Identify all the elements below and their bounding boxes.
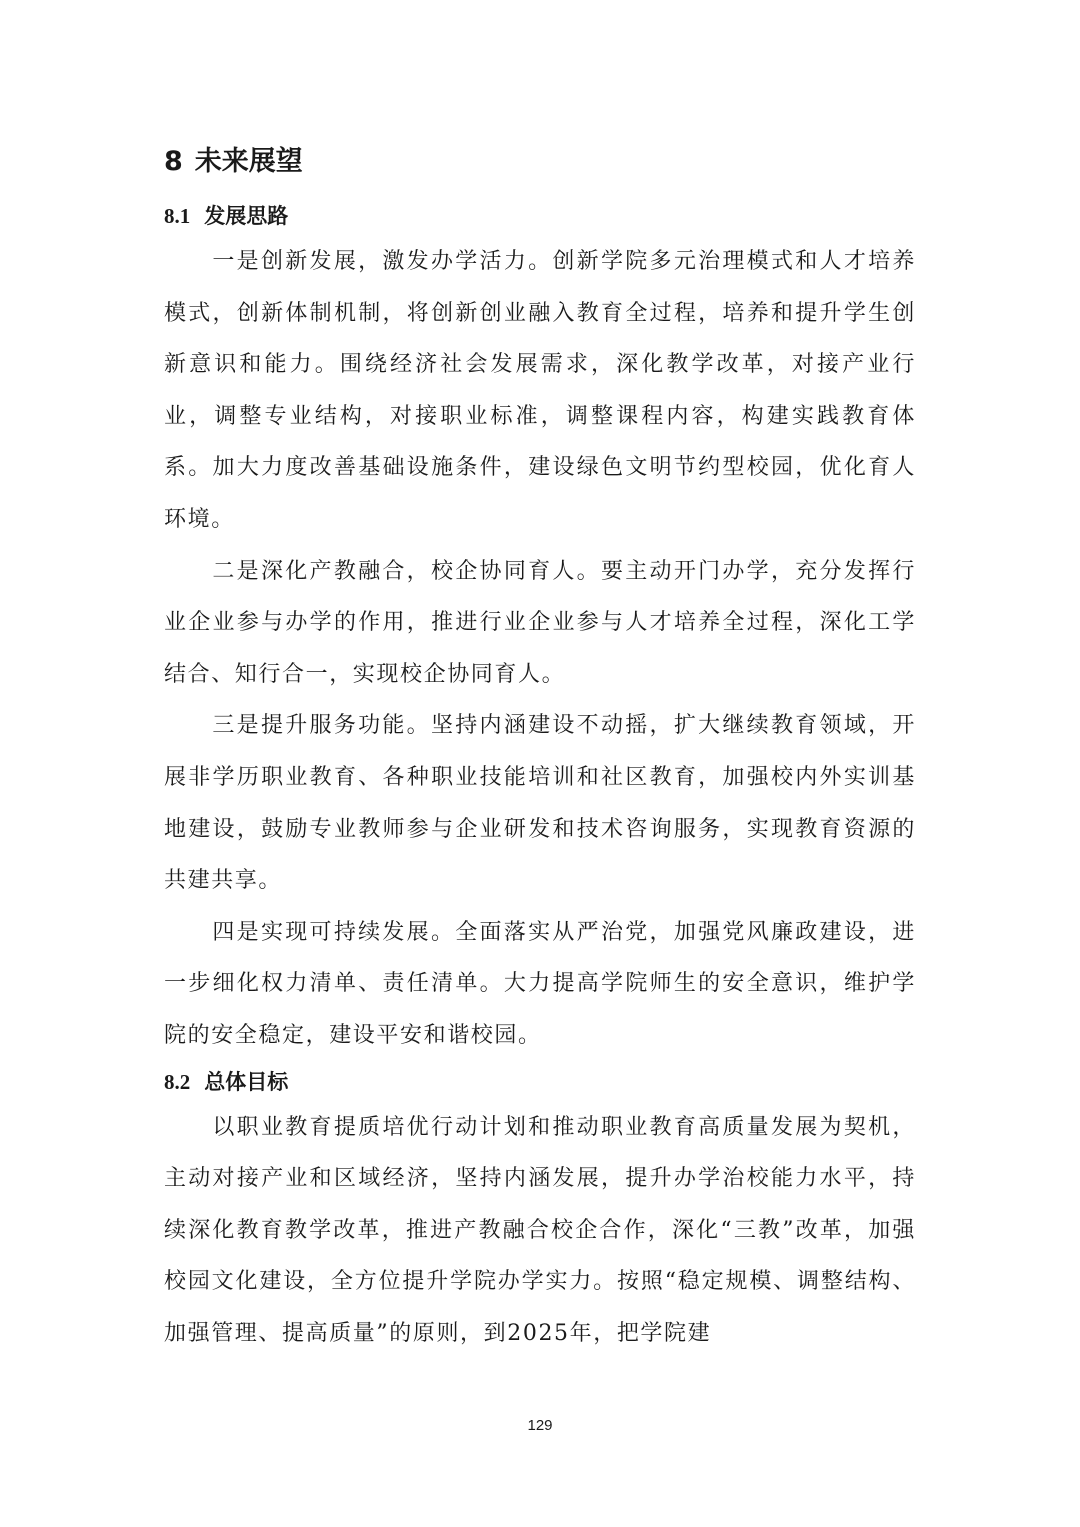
paragraph: 一是创新发展，激发办学活力。创新学院多元治理模式和人才培养模式，创新体制机制，将创新创业融入教育全过程，培养和提升学生创新意识和能力。围绕经济社会发展需求，深化教学改革，对接产业行业，调整专业结构，对接职业标准，调整课程内容，构建实践教育体系。加大力度改善基础设施条件，建设绿色文明节约型校园，优化育人环境。 (164, 249, 916, 532)
section-title: 总体目标 (204, 1069, 289, 1094)
section-development-ideas (164, 196, 916, 1062)
paragraph: 四是实现可持续发展。全面落实从严治党，加强党风廉政建设，进一步细化权力清单、责任清单。大力提高学院师生的安全意识，维护学院的安全稳定，建设平安和谐校园。 (164, 919, 916, 1048)
paragraph: 二是深化产教融合，校企协同育人。要主动开门办学，充分发挥行业企业参与办学的作用，推进行业企业参与人才培养全过程，深化工学结合、知行合一，实现校企协同育人。 (164, 558, 916, 687)
section-overall-goals (164, 1062, 916, 1360)
chapter-number: 8 (164, 146, 183, 177)
section-number: 8.1 (164, 204, 191, 228)
paragraph: 以职业教育提质培优行动计划和推动职业教育高质量发展为契机，主动对接产业和区域经济，坚持内涵发展，提升办学治校能力水平，持续深化教育教学改革，推进产教融合校企合作，深化“三教”改革，加强校园文化建设，全方位提升学院办学实力。按照“稳定规模、调整结构、加强管理、提高质量”的原则，到2025年，把学院建 (164, 1114, 916, 1346)
page-number: 129 (527, 1417, 553, 1434)
section-heading (164, 1062, 916, 1102)
chapter-title: 未来展望 (194, 146, 303, 177)
chapter-heading (164, 140, 916, 184)
document-page (164, 140, 916, 1359)
section-heading (164, 196, 916, 236)
section-number: 8.2 (164, 1069, 191, 1094)
paragraph: 三是提升服务功能。坚持内涵建设不动摇，扩大继续教育领域，开展非学历职业教育、各种职业技能培训和社区教育，加强校内外实训基地建设，鼓励专业教师参与企业研发和技术咨询服务，实现教育资源的共建共享。 (164, 713, 916, 894)
section-title: 发展思路 (204, 204, 289, 228)
